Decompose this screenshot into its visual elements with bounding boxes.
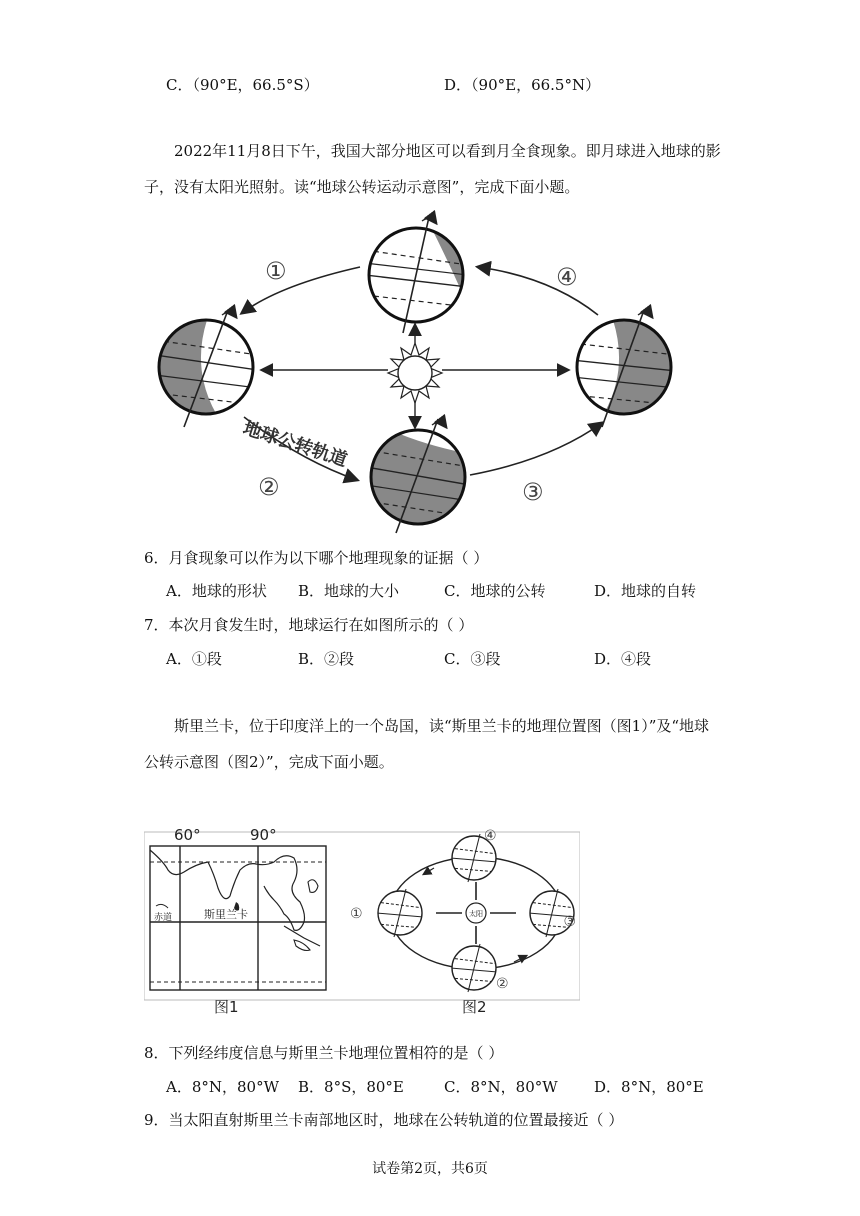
caption-fig2: 图2 — [462, 998, 487, 1016]
segment-label-2: ② — [258, 473, 280, 501]
option-c-prev: C．（90°E，66.5°S） — [166, 76, 319, 94]
passage-sri-lanka: 斯里兰卡，位于印度洋上的一个岛国，读“斯里兰卡的地理位置图（图1）”及“地球公转示意图（图2）”，完成下面小题。 — [144, 717, 710, 771]
earth-top — [365, 217, 468, 333]
q8-option-b: B．8°S，80°E — [298, 1078, 404, 1096]
caption-fig1: 图1 — [214, 998, 239, 1016]
position-label-1: ① — [350, 906, 363, 922]
earth-right — [572, 310, 676, 427]
q6-option-a: A．地球的形状 — [166, 582, 267, 600]
sri-lanka-label: 斯里兰卡 — [204, 908, 248, 921]
earth-revolution-diagram — [150, 205, 690, 535]
position-label-2: ② — [496, 976, 509, 992]
sri-lanka-figure — [144, 822, 580, 1020]
q7-option-a: A．①段 — [166, 650, 222, 668]
q8-option-a: A．8°N，80°W — [166, 1078, 280, 1096]
q6-option-b: B．地球的大小 — [298, 582, 400, 600]
earth-bottom — [366, 419, 470, 533]
earth-left — [155, 310, 260, 427]
segment-label-4: ④ — [556, 263, 578, 291]
passage-lunar-eclipse: 2022年11月8日下午，我国大部分地区可以看到月全食现象。即月球进入地球的影子，没有太阳光照射。读“地球公转运动示意图”，完成下面小题。 — [144, 142, 721, 196]
lon-label-60: 60° — [174, 826, 201, 844]
segment-label-3: ③ — [522, 478, 544, 506]
question-8-stem: 8．下列经纬度信息与斯里兰卡地理位置相符的是（ ） — [144, 1044, 504, 1062]
lon-label-90: 90° — [250, 826, 277, 844]
position-label-3: ③ — [563, 914, 576, 930]
page-footer: 试卷第2页，共6页 — [372, 1161, 488, 1177]
sun-icon — [388, 343, 442, 403]
q7-option-d: D．④段 — [594, 650, 652, 668]
equator-label: 赤道 — [154, 913, 173, 923]
position-label-4: ④ — [484, 828, 497, 844]
q7-option-b: B．②段 — [298, 650, 355, 668]
segment-label-1: ① — [265, 257, 287, 285]
orbit-label: 地球公转轨道 — [240, 417, 350, 472]
question-7-stem: 7．本次月食发生时，地球运行在如图所示的（ ） — [144, 616, 474, 634]
q7-option-c: C．③段 — [444, 650, 501, 668]
question-9-stem: 9．当太阳直射斯里兰卡南部地区时，地球在公转轨道的位置最接近（ ） — [144, 1111, 624, 1129]
q8-option-c: C．8°N，80°W — [444, 1078, 558, 1096]
option-d-prev: D．（90°E，66.5°N） — [444, 76, 601, 94]
sun-label: 太阳 — [469, 910, 483, 918]
sri-lanka-map — [150, 826, 326, 990]
q6-option-c: C．地球的公转 — [444, 582, 546, 600]
orbit-panel — [350, 828, 576, 992]
q8-option-d: D．8°N，80°E — [594, 1078, 704, 1096]
question-6-stem: 6．月食现象可以作为以下哪个地理现象的证据（ ） — [144, 549, 489, 567]
q6-option-d: D．地球的自转 — [594, 582, 697, 600]
